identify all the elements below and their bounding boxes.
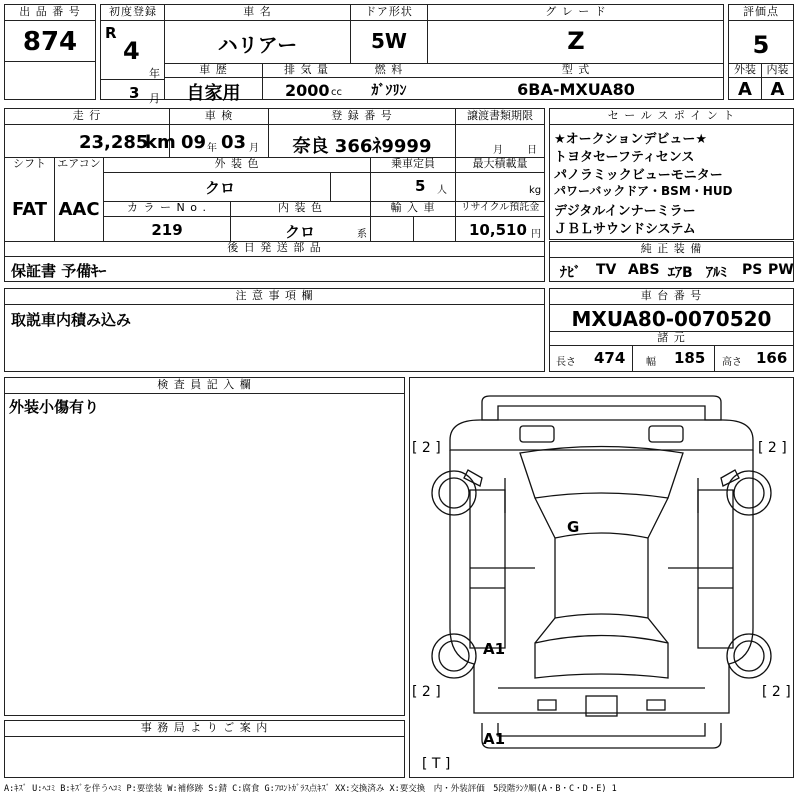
damage-mark-rear-right: [ 2 ]: [762, 684, 791, 700]
damage-mark-rear-wheel-left: A1: [483, 640, 506, 658]
lot-number-box: [4, 4, 96, 100]
equipment-item: PS: [742, 262, 763, 278]
fuel-label: 燃 料: [374, 63, 404, 76]
notes-text: 取説車内積み込み: [11, 311, 132, 329]
ac-type: AAC: [58, 199, 100, 220]
exterior-grade: A: [738, 79, 752, 100]
plate-label: 登 録 番 号: [331, 109, 393, 122]
history-label: 車 歴: [199, 63, 228, 76]
sales-points-label: セ ー ル ス ポ イ ン ト: [607, 109, 736, 122]
displacement: 2000: [285, 81, 330, 100]
height-value: 166: [756, 349, 788, 367]
chassis-label: 車 台 番 号: [640, 289, 703, 302]
color-number-label: カ ラ ー N o .: [127, 201, 207, 214]
int-color-label: 内 装 色: [278, 201, 323, 214]
equipment-box: [549, 241, 794, 282]
mileage-label: 走 行: [72, 109, 102, 122]
era: R: [105, 24, 117, 42]
capacity-unit: 人: [437, 185, 447, 196]
score-label: 評価点: [743, 5, 779, 18]
vehicle-history: 自家用: [186, 83, 241, 104]
car-diagram: [410, 378, 793, 777]
length-value: 474: [594, 349, 626, 367]
grade: Z: [567, 27, 585, 55]
mileage-unit: km: [145, 132, 176, 153]
car-info-box: [164, 4, 724, 104]
damage-mark-windshield: G: [567, 518, 580, 536]
model-label: 型 式: [561, 63, 591, 76]
chassis-box: [549, 288, 794, 372]
load-unit: kg: [529, 185, 542, 196]
transfer-month-unit: 月: [493, 145, 503, 156]
width-value: 185: [674, 349, 706, 367]
height-label: 高さ: [722, 357, 742, 368]
first-registration-box: [100, 4, 166, 105]
fuel-type: ｶﾞｿﾘﾝ: [371, 83, 407, 99]
grade-label: グ レ ー ド: [545, 5, 607, 18]
car-name-label: 車 名: [243, 5, 272, 18]
inspector-label: 検 査 員 記 入 欄: [157, 378, 252, 391]
notes-label: 注 意 事 項 欄: [235, 289, 314, 302]
equipment-item: ABS: [628, 262, 660, 278]
damage-mark-rear-bumper-left: A1: [483, 730, 506, 748]
displacement-label: 排 気 量: [284, 63, 329, 76]
damage-mark-rear-left: [ 2 ]: [412, 684, 441, 700]
shift-label: シフト: [13, 157, 46, 170]
office-label: 事 務 局 よ り ご 案 内: [140, 721, 269, 734]
damage-mark-front-right: [ 2 ]: [758, 440, 787, 456]
recycle-unit: 円: [531, 229, 541, 240]
equipment-label: 純 正 装 備: [640, 242, 703, 255]
month-unit: 月: [149, 92, 160, 105]
later-parts-label: 後 日 発 送 部 品: [227, 241, 322, 254]
lot-number: 874: [22, 27, 78, 57]
equipment-item: TV: [596, 262, 617, 278]
import-label: 輸 入 車: [390, 201, 436, 214]
sales-point-item: デジタルインナーミラー: [554, 204, 696, 219]
inspection-month: 03: [221, 132, 247, 153]
score-box: [728, 4, 794, 100]
overall-score: 5: [752, 31, 770, 59]
length-label: 長さ: [556, 357, 576, 368]
registration-year: 4: [123, 37, 140, 65]
model-code: 6BA-MXUA80: [517, 80, 635, 99]
equipment-item: ｱﾙﾐ: [706, 265, 727, 281]
lot-number-label: 出 品 番 号: [19, 5, 81, 18]
inspection-label: 車 検: [204, 109, 234, 122]
door-type: 5W: [371, 29, 407, 53]
inspector-notes: 外装小傷有り: [9, 398, 100, 416]
sales-point-item: ★オークションデビュー★: [554, 132, 708, 147]
capacity-label: 乗車定員: [391, 157, 435, 170]
damage-mark-tail: [ T ]: [422, 756, 451, 772]
transfer-label: 譲渡書類期限: [467, 109, 533, 122]
inspection-month-unit: 月: [249, 143, 259, 154]
damage-legend: A:ｷｽﾞ U:ﾍｺﾐ B:ｷｽﾞを伴うﾍｺﾐ P:要塗装 W:補修跡 S:錆 C:腐食 G:ﾌﾛﾝﾄｶﾞﾗｽ点ｷｽﾞ XX:交換済み X:要交換 内・外装評価 5段階ﾗﾝｸ順(A・B・C・D・E) 1: [4, 784, 617, 794]
notes-box: [4, 288, 545, 372]
equipment-item: ｴｱB: [668, 265, 693, 281]
later-parts: 保証書 予備ｷｰ: [11, 262, 107, 280]
damage-mark-front-left: [ 2 ]: [412, 440, 441, 456]
seating-capacity: 5: [415, 177, 426, 195]
dimensions-label: 諸 元: [657, 331, 686, 344]
interior-color-unit: 系: [357, 229, 367, 240]
mileage: 23,285: [79, 132, 149, 153]
ext-color-label: 外 装 色: [214, 157, 260, 170]
chassis-number: MXUA80-0070520: [571, 307, 772, 331]
car-name: ハリアー: [217, 33, 298, 57]
inspection-year: 09: [181, 132, 207, 153]
year-unit: 年: [149, 67, 160, 80]
first-registration-label: 初度登録: [109, 5, 157, 18]
load-label: 最大積載量: [472, 157, 528, 170]
car-diagram-box: [409, 377, 794, 778]
sales-points-box: [549, 108, 794, 240]
equipment-item: PW: [768, 262, 794, 278]
displacement-unit: cc: [331, 87, 342, 98]
inspector-box: [4, 377, 405, 716]
recycle-deposit: 10,510: [469, 221, 527, 239]
sales-point-item: パワーバックドア・BSM・HUD: [554, 184, 733, 198]
registration-month: 3: [129, 84, 140, 102]
ac-label: エアコン: [57, 157, 101, 170]
interior-label: 内装: [766, 63, 789, 76]
transfer-day-unit: 日: [527, 145, 537, 156]
inspection-year-unit: 年: [207, 143, 217, 154]
recycle-label: リサイクル預託金: [460, 202, 540, 213]
sales-point-item: ＪＢＬサウンドシステム: [554, 222, 696, 237]
color-number: 219: [151, 221, 183, 239]
plate-number: 奈良 366ﾈ9999: [292, 136, 432, 157]
interior-grade: A: [770, 79, 785, 100]
sales-point-item: パノラミックビューモニター: [554, 168, 723, 183]
door-label: ドア形状: [365, 5, 413, 18]
width-label: 幅: [646, 357, 656, 368]
exterior-label: 外装: [734, 63, 756, 76]
office-box: [4, 720, 405, 778]
vehicle-details-box: [4, 108, 545, 282]
interior-color: クロ: [285, 223, 316, 241]
equipment-item: ﾅﾋﾞ: [560, 265, 581, 281]
shift-type: FAT: [11, 199, 48, 220]
sales-point-item: トヨタセーフティセンス: [554, 150, 695, 165]
exterior-color: クロ: [205, 179, 236, 197]
